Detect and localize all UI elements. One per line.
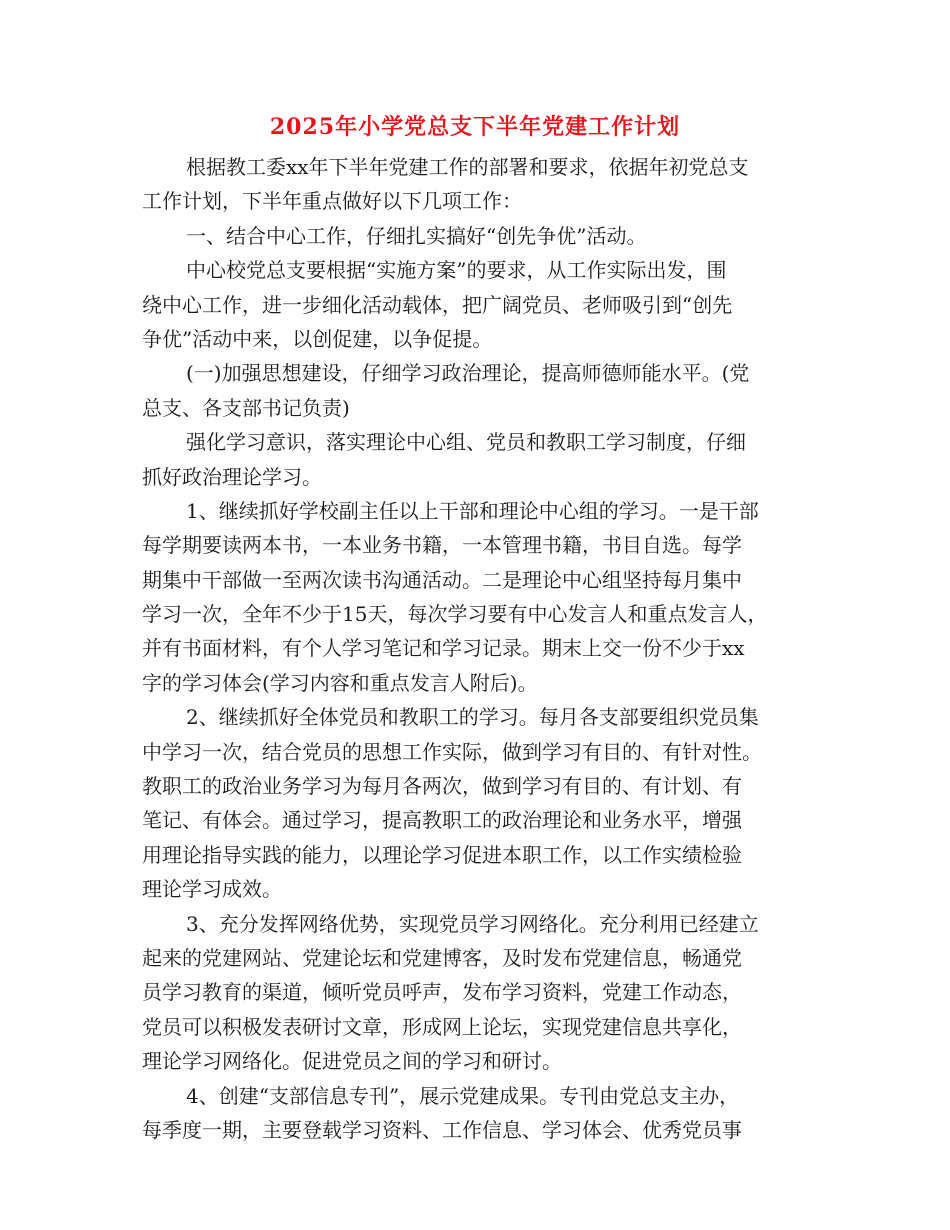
paragraph	[142, 150, 802, 219]
text-line: 绕中心工作，进一步细化活动载体，把广阔党员、老师吸引到“创先	[142, 292, 733, 317]
text-line: 每学期要读两本书，一本业务书籍，一本管理书籍，书目自选。每学	[142, 533, 742, 558]
text-line: 4、创建“支部信息专刊”，展示党建成果。专刊由党总支主办，	[186, 1083, 740, 1108]
text-line: 强化学习意识，落实理论中心组、党员和教职工学习制度，仔细	[186, 430, 746, 455]
text-line: 学习一次，全年不少于15天，每次学习要有中心发言人和重点发言人，	[142, 602, 768, 627]
text-line: 中学习一次，结合党员的思想工作实际，做到学习有目的、有针对性。	[142, 739, 762, 764]
text-line: 一、结合中心工作，仔细扎实搞好“创先争优”活动。	[186, 223, 647, 248]
text-line: 2、继续抓好全体党员和教职工的学习。每月各支部要组织党员集	[186, 705, 759, 730]
paragraph	[142, 1079, 802, 1148]
text-line: 工作计划，下半年重点做好以下几项工作：	[142, 189, 522, 214]
document-body	[142, 150, 802, 1147]
text-line: 并有书面材料，有个人学习笔记和学习记录。期末上交一份不少于xx	[142, 636, 745, 661]
text-line: 抓好政治理论学习。	[142, 464, 322, 489]
paragraph	[142, 700, 802, 906]
paragraph	[142, 907, 802, 1079]
paragraph	[142, 219, 802, 253]
text-line: 党员可以积极发表研讨文章，形成网上论坛，实现党建信息共享化，	[142, 1014, 742, 1039]
text-line: 每季度一期，主要登载学习资料、工作信息、学习体会、优秀党员事	[142, 1117, 742, 1142]
text-line: 期集中干部做一至两次读书沟通活动。二是理论中心组坚持每月集中	[142, 567, 742, 592]
text-line: 用理论指导实践的能力，以理论学习促进本职工作，以工作实绩检验	[142, 842, 742, 867]
text-line: (一)加强思想建设，仔细学习政治理论，提高师德师能水平。(党	[186, 361, 750, 386]
text-line: 中心校党总支要根据“实施方案”的要求，从工作实际出发，围	[186, 258, 727, 283]
text-line: 总支、各支部书记负责)	[142, 395, 350, 420]
text-line: 3、充分发挥网络优势，实现党员学习网络化。充分利用已经建立	[186, 911, 759, 936]
text-line: 1、继续抓好学校副主任以上干部和理论中心组的学习。一是干部	[186, 498, 759, 523]
text-line: 根据教工委xx年下半年党建工作的部署和要求，依据年初党总支	[186, 155, 749, 179]
text-line: 笔记、有体会。通过学习，提高教职工的政治理论和业务水平，增强	[142, 808, 742, 833]
text-line: 员学习教育的渠道，倾听党员呼声，发布学习资料，党建工作动态，	[142, 980, 742, 1005]
text-line: 教职工的政治业务学习为每月各两次，做到学习有目的、有计划、有	[142, 774, 742, 799]
paragraph	[142, 356, 802, 425]
text-line: 字的学习体会(学习内容和重点发言人附后)。	[142, 670, 538, 695]
paragraph	[142, 494, 802, 700]
text-line: 争优”活动中来，以创促建，以争促提。	[142, 326, 493, 351]
text-line: 理论学习成效。	[142, 877, 282, 902]
paragraph	[142, 253, 802, 356]
text-line: 起来的党建网站、党建论坛和党建博客，及时发布党建信息，畅通党	[142, 945, 742, 970]
text-line: 理论学习网络化。促进党员之间的学习和研讨。	[142, 1049, 562, 1074]
paragraph	[142, 425, 802, 494]
document-title: 2025年小学党总支下半年党建工作计划	[269, 114, 681, 140]
